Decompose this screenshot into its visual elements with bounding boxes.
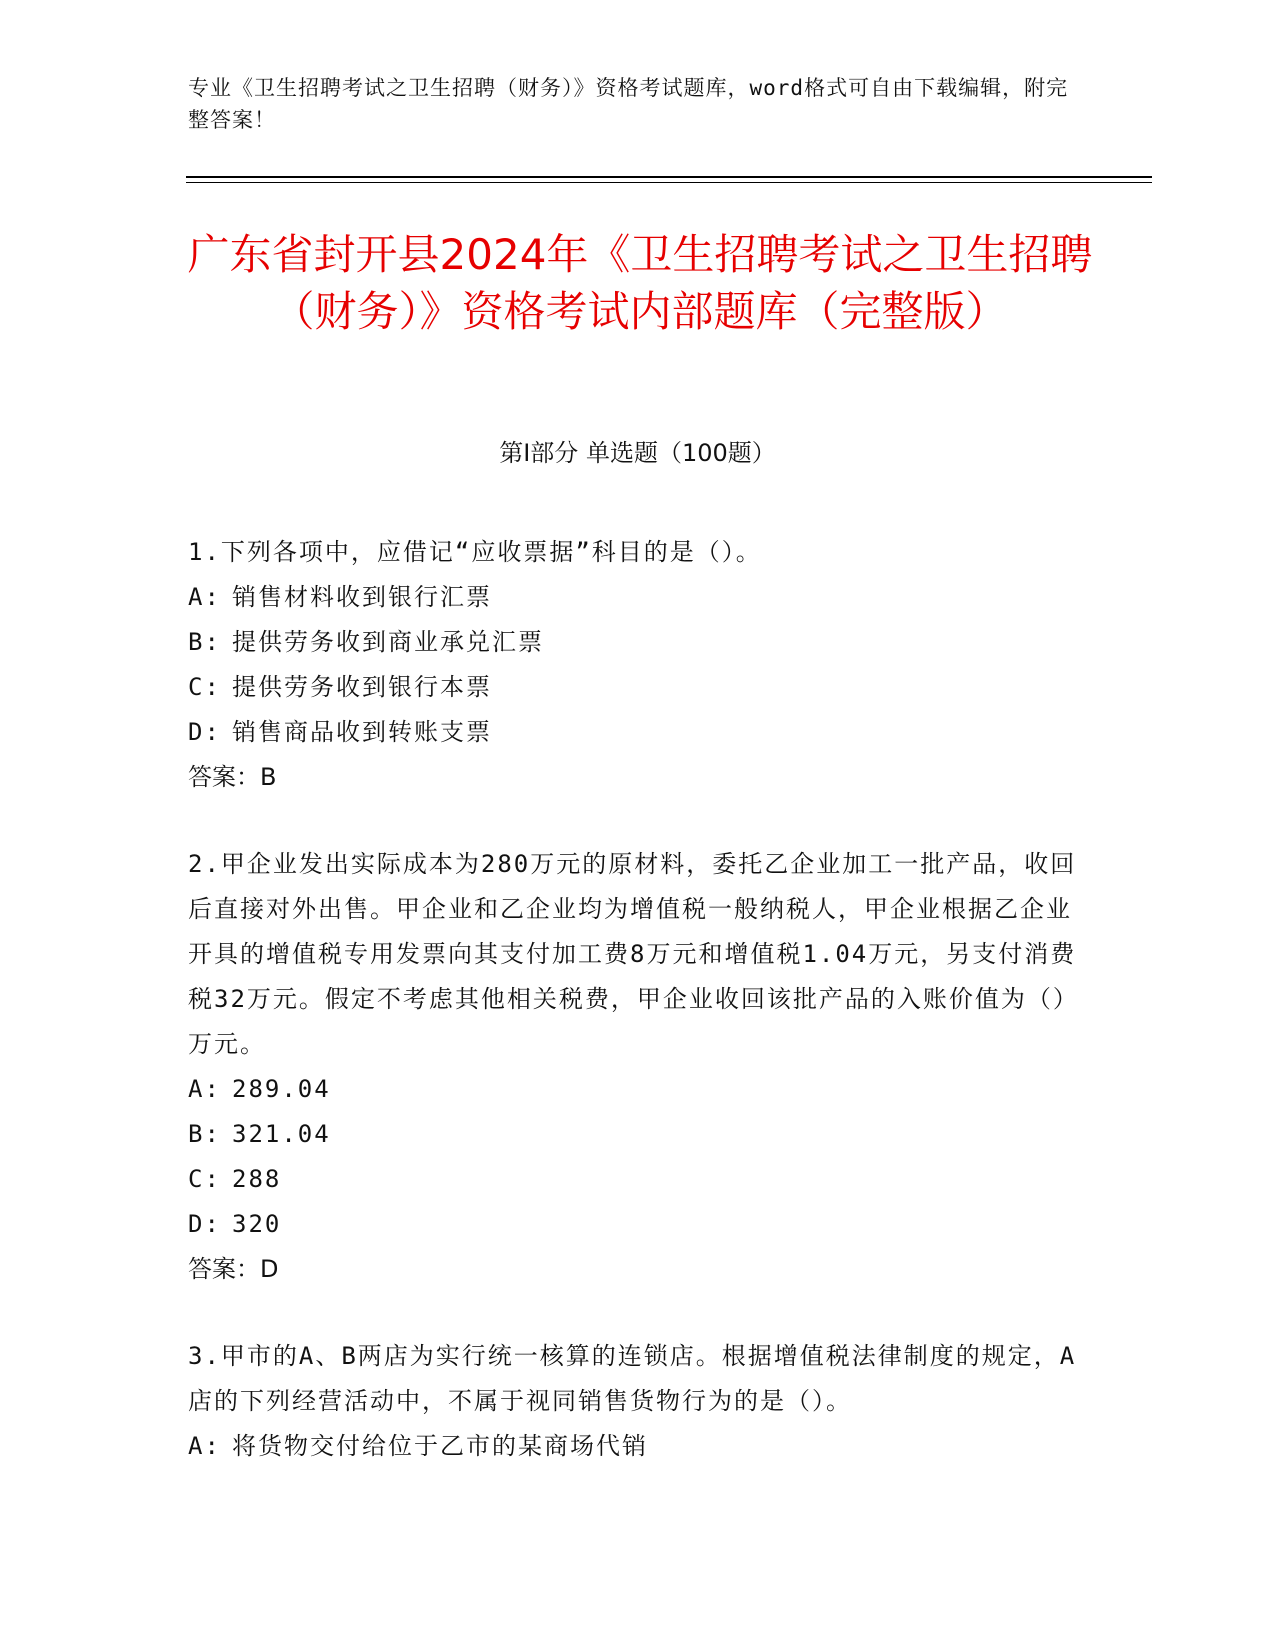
option-text: 321.04 [232,1120,331,1148]
option-key: A: [188,1432,221,1460]
option-key: B: [188,1120,221,1148]
document-title: 广东省封开县2024年《卫生招聘考试之卫生招聘（财务）》资格考试内部题库（完整版） [187,230,1093,336]
option-key: A: [188,583,221,611]
header-rule-thick [186,176,1152,178]
answer: 答案：D [188,1255,279,1283]
option-text: 提供劳务收到商业承兑汇票 [232,628,544,656]
option-text: 将货物交付给位于乙市的某商场代销 [232,1432,648,1460]
question-list [188,530,1088,1511]
option-b [188,620,1088,665]
answer: 答案：B [188,763,277,791]
option-key: C: [188,673,221,701]
question-2 [188,842,1088,1292]
option-text: 320 [232,1210,282,1238]
option-d [188,710,1088,755]
question-stem: 3.甲市的A、B两店为实行统一核算的连锁店。根据增值税法律制度的规定，A店的下列经营活动中，不属于视同销售货物行为的是（）。 [188,1342,1077,1415]
section-heading: 第Ⅰ部分 单选题（100题） [499,439,776,467]
option-key: C: [188,1165,221,1193]
question-stem: 1.下列各项中，应借记“应收票据”科目的是（）。 [188,538,762,566]
option-key: A: [188,1075,221,1103]
option-a [188,1067,1088,1112]
option-a [188,575,1088,620]
option-a [188,1424,1088,1469]
option-text: 销售商品收到转账支票 [232,718,492,746]
option-key: D: [188,718,221,746]
option-c [188,665,1088,710]
option-d [188,1202,1088,1247]
option-text: 288 [232,1165,282,1193]
option-text: 销售材料收到银行汇票 [232,583,492,611]
question-1 [188,530,1088,800]
question-3 [188,1334,1088,1469]
option-b [188,1112,1088,1157]
option-key: D: [188,1210,221,1238]
option-c [188,1157,1088,1202]
header-note: 专业《卫生招聘考试之卫生招聘（财务）》资格考试题库，word格式可自由下载编辑，附完整答案！ [188,76,1069,132]
header-rule-thin [186,182,1152,183]
option-text: 289.04 [232,1075,331,1103]
question-stem: 2.甲企业发出实际成本为280万元的原材料，委托乙企业加工一批产品，收回后直接对外出售。甲企业和乙企业均为增值税一般纳税人，甲企业根据乙企业开具的增值税专用发票向其支付加工费8万元和增值税1.04万元，另支付消费税32万元。假定不考虑其他相关税费，甲企业收回该批产品的入账价值为（）万元。 [188,850,1079,1058]
option-key: B: [188,628,221,656]
option-text: 提供劳务收到银行本票 [232,673,492,701]
